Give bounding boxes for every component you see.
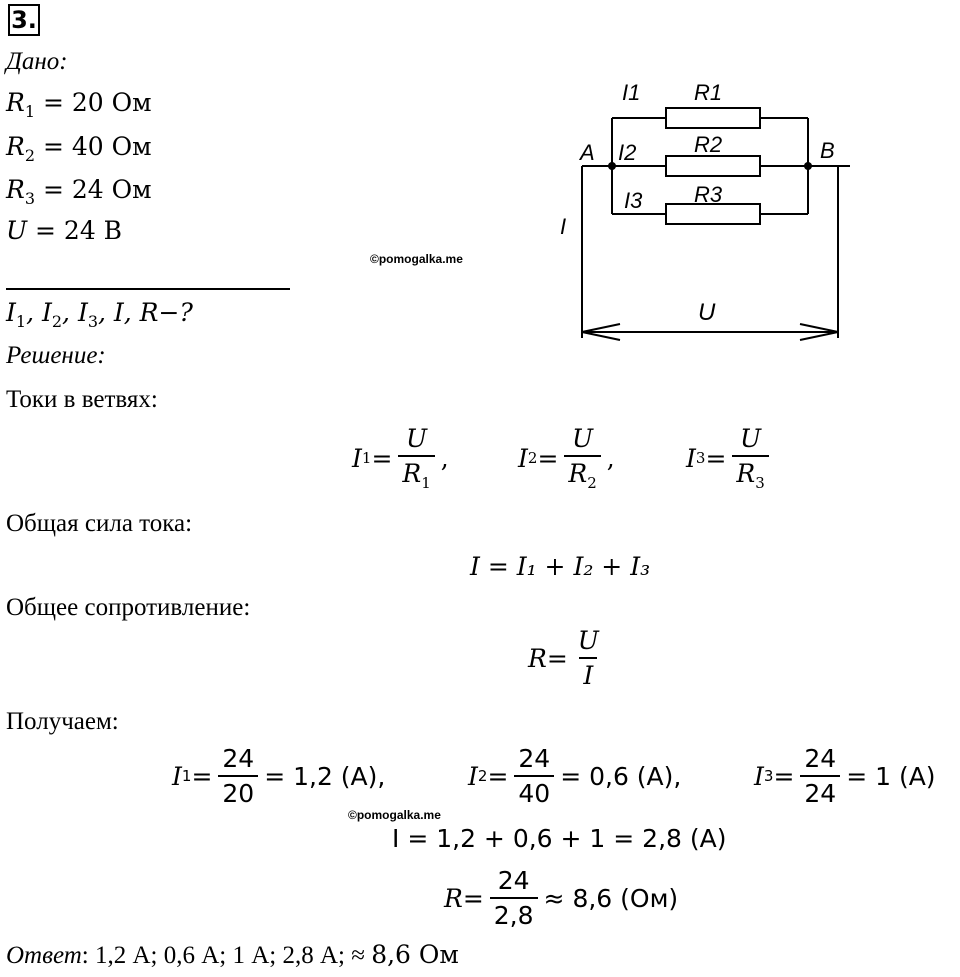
- result-resistance: R = $\frac{24}{2,8}$ ≈ 8,6 (Ом): [444, 866, 679, 930]
- result-i2: I 2 = $\frac{24}{40}$ = 0,6 (А),: [468, 744, 682, 808]
- solution-label: Решение:: [6, 342, 106, 369]
- result-i1: I 1 = $\frac{24}{20}$ = 1,2 (А),: [172, 744, 386, 808]
- watermark-2: ©pomogalka.me: [348, 808, 441, 822]
- given-label: Дано:: [6, 48, 68, 75]
- resistor-r3: [666, 204, 760, 224]
- divider: [6, 288, 290, 290]
- resistor-r2: [666, 156, 760, 176]
- node-a-label: A: [580, 140, 595, 165]
- resistor-r1-label: R1: [694, 80, 723, 105]
- node-b-label: B: [820, 138, 835, 163]
- total-resistance-text: Общее сопротивление:: [6, 594, 251, 621]
- total-current-label: I: [560, 214, 567, 239]
- resistor-r1: [666, 108, 760, 128]
- voltage-label: U: [698, 299, 716, 326]
- result-total-current: I = 1,2 + 0,6 + 1 = 2,8 (А): [392, 824, 727, 853]
- find-line: $I_1$, $I_2$, $I_3$, I, R−?: [6, 298, 193, 331]
- branch-currents-text: Токи в ветвях:: [6, 386, 158, 413]
- current-i1-label: I1: [622, 80, 641, 105]
- given-r3: $R_3 = 24$ Ом: [6, 175, 152, 208]
- given-r2: $R_2 = 40$ Ом: [6, 132, 152, 165]
- formula-resistance: R = $\frac{U}{I}$: [528, 626, 599, 690]
- formula-i3: I 3 = $\frac{U}{R_3}$: [686, 424, 775, 492]
- resistor-r3-label: R3: [694, 182, 723, 207]
- task-number: 3.: [8, 4, 40, 36]
- current-i2-label: I2: [618, 140, 637, 165]
- given-r1: $R_1 = 20$ Ом: [6, 88, 152, 121]
- formula-i2: I 2 = $\frac{U}{R_2}$ ,: [518, 424, 615, 492]
- result-i3: I 3 = $\frac{24}{24}$ = 1 (А): [754, 744, 936, 808]
- total-current-text: Общая сила тока:: [6, 510, 193, 537]
- node-b-dot: [804, 162, 812, 170]
- circuit-diagram: [560, 72, 860, 352]
- given-u: U = 24 В: [6, 216, 123, 245]
- resistor-r2-label: R2: [694, 132, 723, 157]
- formula-i1: I 1 = $\frac{U}{R_1}$ ,: [352, 424, 449, 492]
- formula-total-current: I = I₁ + I₂ + I₃: [470, 552, 651, 581]
- current-i3-label: I3: [624, 188, 643, 213]
- we-get-text: Получаем:: [6, 708, 119, 735]
- watermark: ©pomogalka.me: [370, 252, 463, 266]
- node-a-dot: [608, 162, 616, 170]
- answer-line: Ответ: 1,2 А; 0,6 А; 1 А; 2,8 А; ≈ 8,6 Ом: [6, 940, 459, 969]
